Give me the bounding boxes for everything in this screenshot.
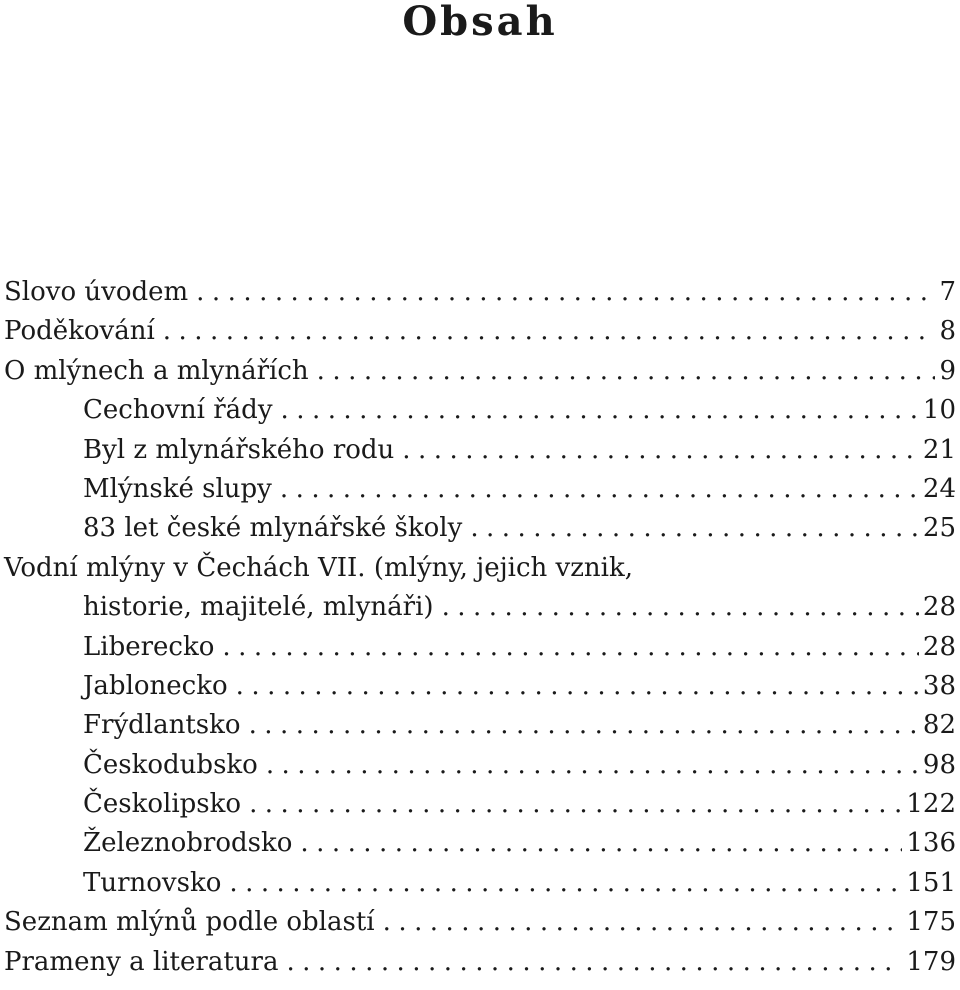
page-title: Obsah	[402, 0, 558, 45]
toc-entry-frydlantsko[interactable]	[4, 706, 956, 745]
toc-entry-title: 83 let české mlynářské školy	[83, 513, 463, 544]
toc-entry-title: Slovo úvodem	[4, 277, 189, 307]
toc-entry-turnovsko[interactable]	[4, 864, 956, 903]
toc-entry-page: 10	[922, 395, 956, 426]
toc-entry-vodni-mlyny-line-1[interactable]	[4, 549, 956, 588]
toc-entry-jablonecko[interactable]	[4, 667, 956, 706]
toc-entry-podekovani[interactable]	[4, 312, 956, 351]
toc-leader-dots	[402, 431, 919, 470]
toc-entry-page: 136	[906, 828, 956, 859]
toc-leader-dots	[249, 706, 919, 745]
toc-entry-title: Frýdlantsko	[83, 710, 241, 741]
toc-entry-title: Cechovní řády	[83, 395, 273, 426]
toc-entry-page: 151	[906, 867, 956, 898]
toc-entry-page: 179	[906, 946, 956, 977]
toc-entry-prameny[interactable]	[4, 943, 956, 982]
toc-leader-dots	[229, 864, 902, 903]
toc-entry-title: Českolipsko	[83, 789, 242, 820]
toc-entry-page: 24	[922, 473, 956, 504]
toc-entry-page: 175	[906, 907, 956, 938]
toc-entry-title: historie, majitelé, mlynáři)	[83, 592, 434, 623]
toc-leader-dots	[266, 746, 919, 785]
table-of-contents	[4, 273, 956, 982]
toc-entry-page: 82	[922, 710, 956, 741]
toc-entry-seznam-mlynu[interactable]	[4, 903, 956, 942]
toc-entry-page: 8	[939, 316, 956, 347]
toc-entry-cechovni-rady[interactable]	[4, 391, 956, 430]
toc-entry-page: 28	[922, 592, 956, 623]
toc-entry-o-mlynech[interactable]	[4, 352, 956, 391]
toc-entry-slovo-uvodem[interactable]	[4, 273, 956, 312]
toc-entry-title: Vodní mlýny v Čechách VII. (mlýny, jejich vznik,	[4, 552, 634, 583]
toc-leader-dots	[317, 352, 936, 391]
toc-entry-83-let-skoly[interactable]	[4, 509, 956, 548]
toc-entry-title: Jablonecko	[83, 670, 228, 701]
toc-entry-page: 28	[922, 631, 956, 662]
toc-leader-dots	[281, 391, 919, 430]
toc-entry-page: 98	[922, 749, 956, 780]
toc-entry-title: Turnovsko	[83, 867, 222, 898]
toc-leader-dots	[470, 509, 919, 548]
toc-entry-title: Mlýnské slupy	[83, 473, 272, 504]
toc-entry-title: Prameny a literatura	[4, 946, 279, 977]
toc-entry-title: O mlýnech a mlynářích	[4, 355, 309, 386]
toc-entry-zeleznobrodsko[interactable]	[4, 824, 956, 863]
toc-leader-dots	[196, 273, 935, 312]
toc-entry-page: 7	[939, 277, 956, 307]
toc-entry-title: Byl z mlynářského rodu	[83, 434, 395, 465]
toc-leader-dots	[222, 628, 919, 667]
toc-entry-title: Seznam mlýnů podle oblastí	[4, 907, 375, 938]
toc-leader-dots	[300, 824, 902, 863]
toc-leader-dots	[236, 667, 919, 706]
toc-entry-ceskodubsko[interactable]	[4, 746, 956, 785]
toc-entry-page: 21	[922, 434, 956, 465]
toc-leader-dots	[163, 312, 936, 351]
toc-entry-vodni-mlyny-line-2[interactable]	[4, 588, 956, 627]
toc-entry-title: Liberecko	[83, 631, 215, 662]
toc-entry-title: Železnobrodsko	[83, 828, 293, 859]
toc-leader-dots	[286, 943, 902, 982]
toc-entry-liberecko[interactable]	[4, 628, 956, 667]
toc-leader-dots	[280, 470, 919, 509]
toc-entry-byl-z-mlynarskeho-rodu[interactable]	[4, 431, 956, 470]
toc-leader-dots	[442, 588, 919, 627]
toc-leader-dots	[249, 785, 902, 824]
toc-entry-mlynske-slupy[interactable]	[4, 470, 956, 509]
toc-leader-dots	[383, 903, 903, 942]
toc-entry-title: Poděkování	[4, 316, 155, 347]
toc-entry-title: Českodubsko	[83, 749, 258, 780]
toc-entry-page: 122	[906, 789, 956, 820]
toc-entry-page: 9	[939, 355, 956, 386]
toc-entry-ceskolipsko[interactable]	[4, 785, 956, 824]
toc-entry-page: 25	[922, 513, 956, 544]
toc-entry-page: 38	[922, 670, 956, 701]
